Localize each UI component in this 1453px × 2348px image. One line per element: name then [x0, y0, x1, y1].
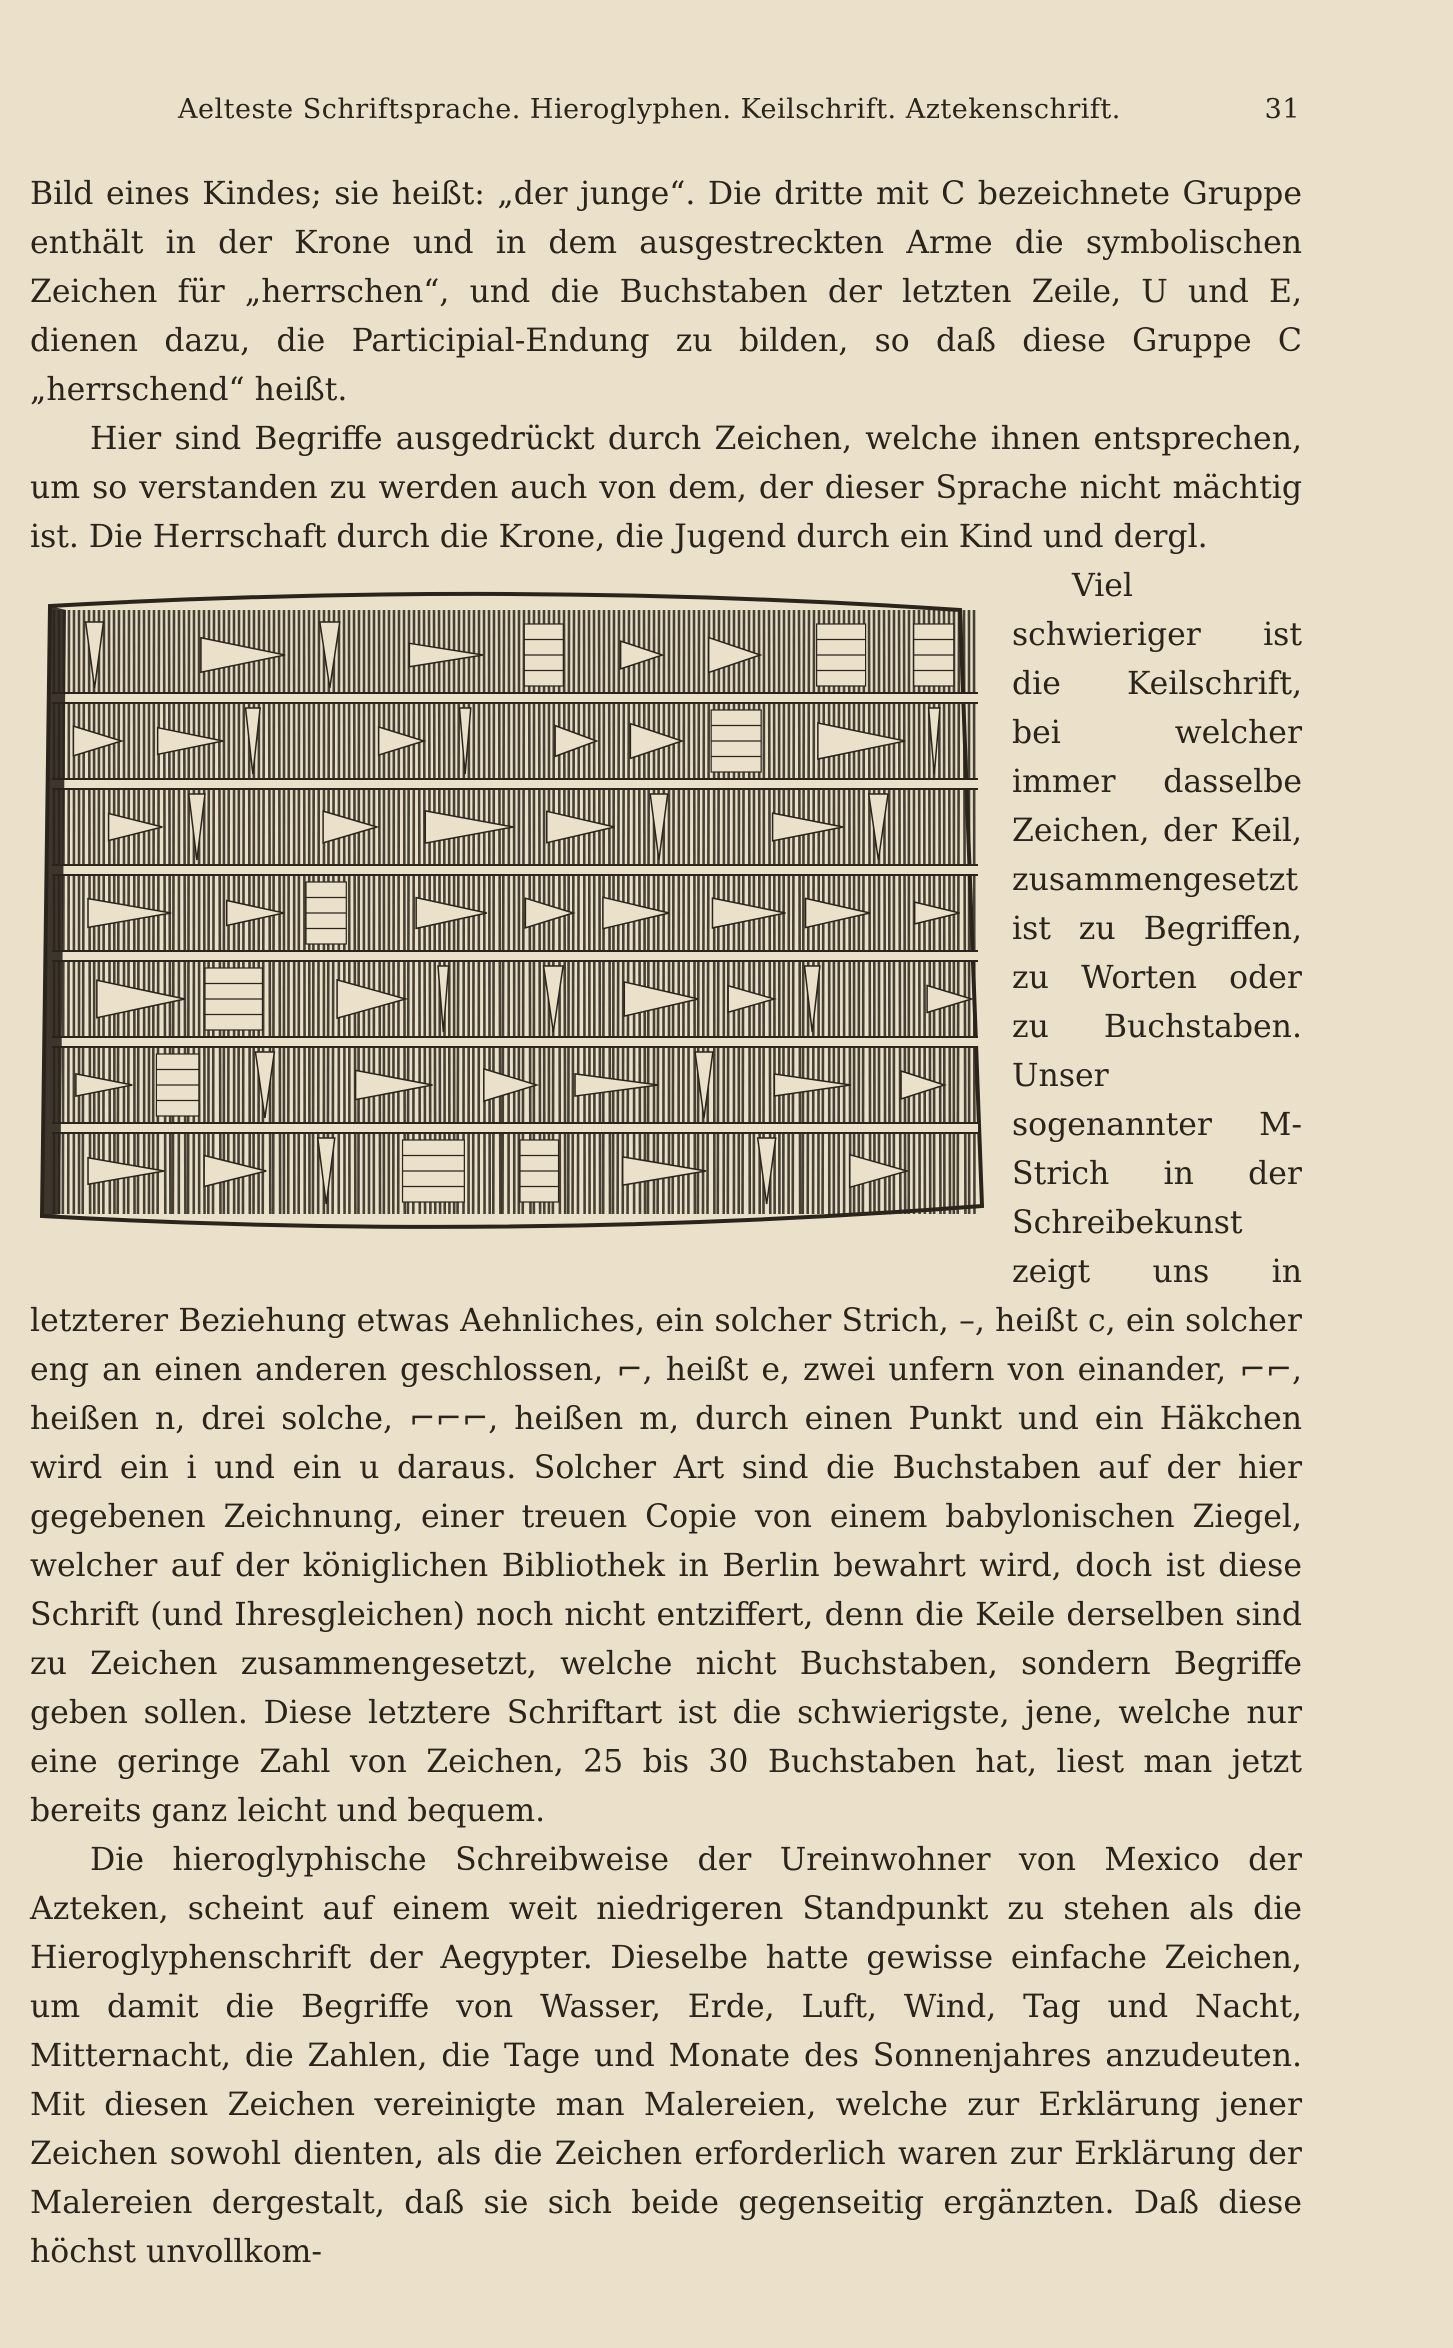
babylonian-brick-figure: [30, 566, 990, 1276]
paragraph-4: Die hieroglyphische Schreibweise der Ureinwohner von Mexico der Azteken, scheint auf einem weit niedrigeren Standpunkt zu stehen als die Hieroglyphenschrift der Aegypter. Dieselbe hatte gewisse einfache Zeichen, um damit die Begriffe von Wasser, Erde, Luft, Wind, Tag und Nacht, Mitternacht, die Zahlen, die Tage und Monate des Sonnenjahres anzudeuten. Mit diesen Zeichen vereinigte man Malereien, welche zur Erklärung jener Zeichen sowohl dienten, als die Zeichen erforderlich waren zur Erklärung der Malereien dergestalt, daß sie sich beide gegenseitig ergänzten. Daß diese höchst unvollkom-: [30, 1842, 1302, 2270]
cuneiform-brick-illustration: [30, 566, 990, 1266]
paragraph-2: Hier sind Begriffe ausgedrückt durch Zeichen, welche ihnen entsprechen, um so verstanden zu werden auch von dem, der dieser Sprache nicht mächtig ist. Die Herrschaft durch die Krone, die Jugend durch ein Kind und dergl.: [30, 421, 1302, 555]
text-body: [30, 170, 1302, 2277]
page-number: 31: [1264, 94, 1300, 125]
header-title: Aelteste Schriftsprache. Hieroglyphen. Keilschrift. Aztekenschrift.: [178, 94, 1121, 125]
paragraph-3: Viel schwieriger ist die Keilschrift, bei welcher immer dasselbe Zeichen, der Keil, zusammengesetzt ist zu Begriffen, zu Worten oder zu Buchstaben. Unser sogenannter M-Strich in der Schreibekunst zeigt uns in letzterer Beziehung etwas Aehnliches, ein solcher Strich, –, heißt c, ein solcher eng an einen anderen geschlossen, ⌐, heißt e, zwei unfern von einander, ⌐⌐, heißen n, drei solche, ⌐⌐⌐, heißen m, durch einen Punkt und ein Häkchen wird ein i und ein u daraus. Solcher Art sind die Buchstaben auf der hier gegebenen Zeichnung, einer treuen Copie von einem babylonischen Ziegel, welcher auf der königlichen Bibliothek in Berlin bewahrt wird, doch ist diese Schrift (und Ihresgleichen) noch nicht entziffert, denn die Keile derselben sind zu Zeichen zusammengesetzt, welche nicht Buchstaben, sondern Begriffe geben sollen. Diese letztere Schriftart ist die schwierigste, jene, welche nur eine geringe Zahl von Zeichen, 25 bis 30 Buchstaben hat, liest man jetzt bereits ganz leicht und bequem.: [30, 568, 1302, 1829]
paragraph-1: Bild eines Kindes; sie heißt: „der junge“. Die dritte mit C bezeichnete Gruppe enthält in der Krone und in dem ausgestreckten Arme die symbolischen Zeichen für „herrschen“, und die Buchstaben der letzten Zeile, U und E, dienen dazu, die Participial-Endung zu bilden, so daß diese Gruppe C „herrschend“ heißt.: [30, 176, 1302, 408]
running-header: [40, 84, 1300, 134]
